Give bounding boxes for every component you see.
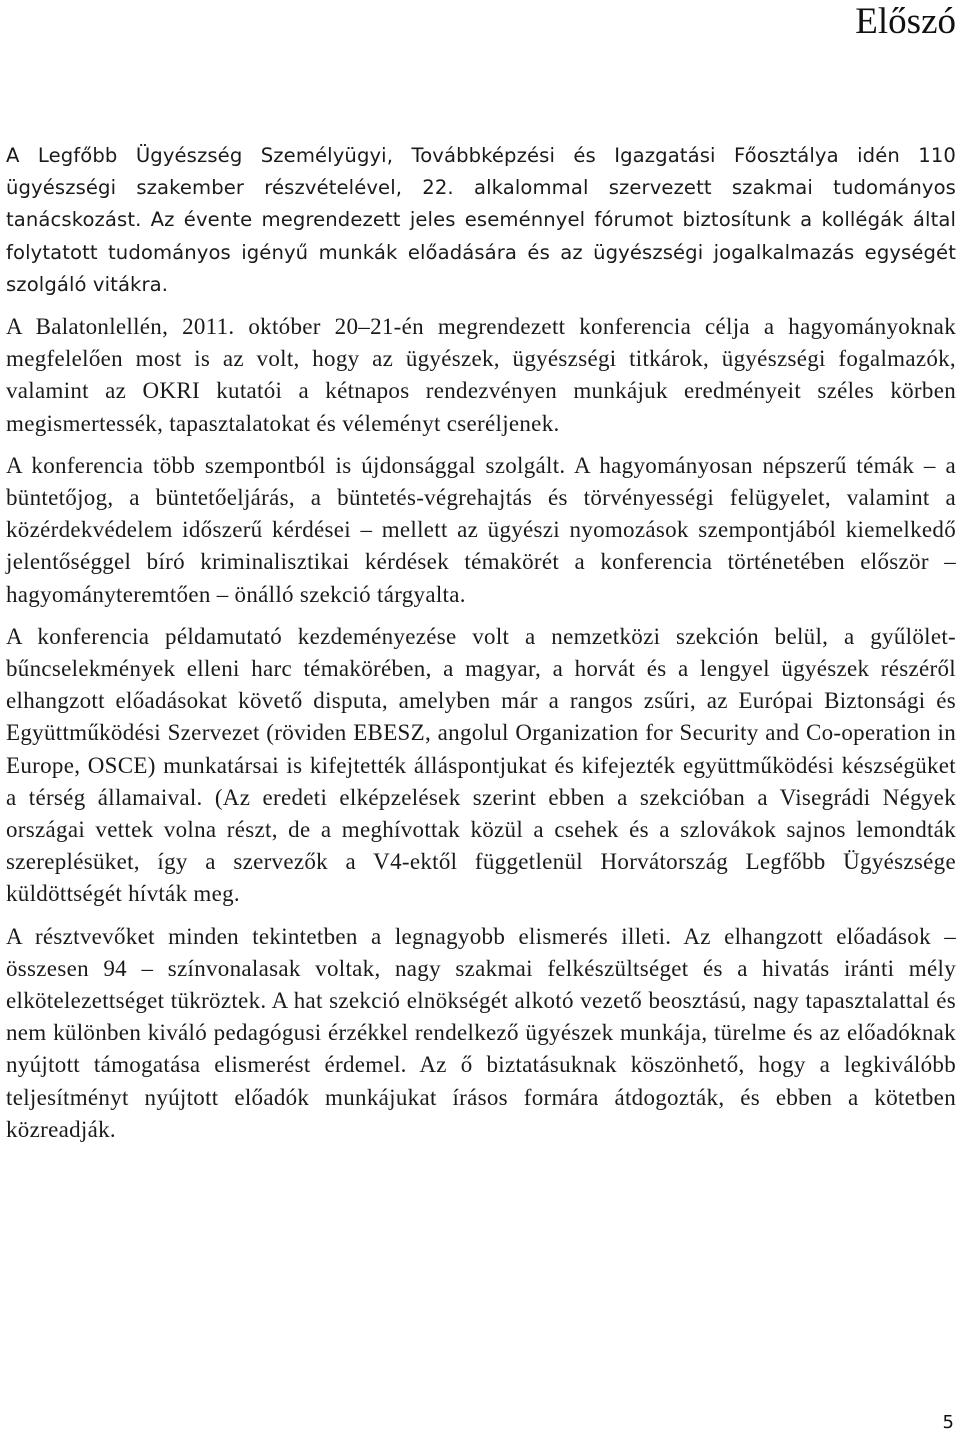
paragraph-acknowledgement: A résztvevőket minden tekintetben a legnagyobb elismerés illeti. Az elhangzott előadások – összesen 94 – színvonalasak voltak, nagy szakmai felkészültséget és a hivatás iránti mély elkötelezettséget tükröztek. A hat szekció elnökségét alkotó vezető beosztású, nagy tapasztalattal és nem különben kiváló pedagógusi érzékkel rendelkező ügyészek munkája, türelme és az előadóknak nyújtott támogatása elismerést érdemel. Az ő biztatásuknak köszönhető, hogy a legkiválóbb teljesítményt nyújtott előadók munkájukat írásos formára átdogozták, és ebben a kötetben közreadják. [6,923,956,1142]
page-title: Előszó [855,1,956,42]
paragraph-conference-goal: A Balatonlellén, 2011. október 20–21-én megrendezett konferencia célja a hagyományoknak megfelelően most is az volt, hogy az ügyészek, ügyészségi titkárok, ügyészségi fogalmazók, valamint az OKRI kutatói a kétnapos rendezvényen munkájuk eredményeit széles körben megismertessék, tapasztalatokat és véleményt cseréljenek. [6,314,956,436]
paragraph-intro: A Legfőbb Ügyészség Személyügyi, Továbbképzési és Igazgatási Főosztálya idén 110 ügyészségi szakember részvételével, 22. alkalommal szervezett szakmai tudományos tanácskozást. Az évente megrendezett jeles eseménnyel fórumot biztosítunk a kollégák által folytatott tudományos igényű munkák előadására és az ügyészségi jogalkalmazás egységét szolgáló vitákra. [6,144,956,296]
paragraph-novelty: A konferencia több szempontból is újdonsággal szolgált. A hagyományosan népszerű témák – a büntetőjog, a büntetőeljárás, a büntetés-végrehajtás és törvényességi felügyelet, valamint a közérdekvédelem időszerű kérdései – mellett az ügyészi nyomozások szempontjából kiemelkedő jelentőséggel bíró kriminalisztikai kérdések témakörét a konferencia történetében először – hagyományteremtően – önálló szekció tárgyalta. [6,452,956,607]
page-number: 5 [942,1412,954,1433]
paragraph-international-section: A konferencia példamutató kezdeményezése volt a nemzetközi szekción belül, a gyűlölet-bűncselekmények elleni harc témakörében, a magyar, a horvát és a lengyel ügyészek részéről elhangzott előadásokat követő disputa, amelyben már a rangos zsűri, az Európai Biztonsági és Együttműködési Szervezet (röviden EBESZ, angolul Organization for Security and Co-operation in Europe, OSCE) munkatársai is kifejtették álláspontjukat és kifejezték együttműködési készségüket a térség államaival. (Az eredeti elképzelések szerint ebben a szekcióban a Visegrádi Négyek országai vettek volna részt, de a meghívottak közül a csehek és a szlovákok sajnos lemondták szereplésüket, így a szervezők a V4-ektől függetlenül Horvátország Legfőbb Ügyészsége küldöttségét hívták meg. [6,623,956,907]
document-body [6,140,956,1156]
